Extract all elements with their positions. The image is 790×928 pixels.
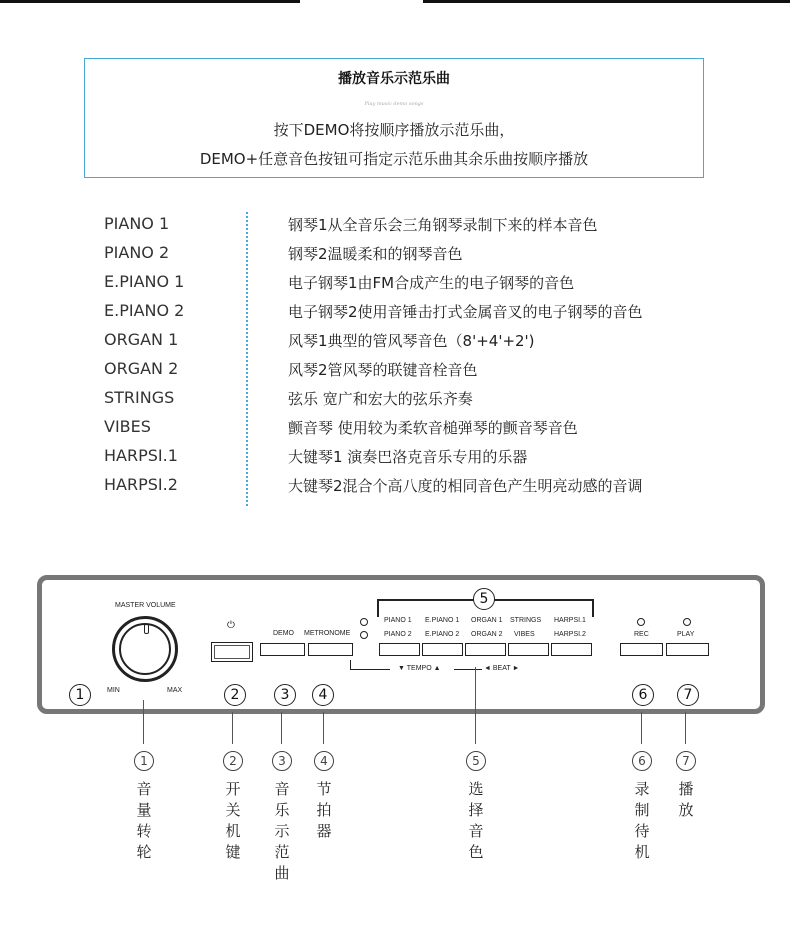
play-button[interactable]	[666, 643, 709, 656]
knob-marker	[144, 624, 149, 634]
rec-button[interactable]	[620, 643, 663, 656]
panel-num-6: 6	[632, 684, 654, 706]
voice-top-label: E.PIANO 1	[425, 617, 460, 624]
led-upper	[360, 618, 368, 626]
voice-row	[104, 417, 744, 441]
callout-line	[641, 712, 642, 744]
callout-num-3: 3	[272, 751, 292, 771]
voice-desc: 大键琴2混合个高八度的相同音色产生明亮动感的音调	[288, 477, 643, 495]
voice-bottom-label: HARPSI.2	[554, 631, 586, 638]
tempo-beat-divider	[454, 669, 482, 670]
demo-line-1: 按下DEMO将按顺序播放示范乐曲，	[273, 121, 515, 139]
master-volume-label: MASTER VOLUME	[115, 602, 176, 609]
panel-num-3: 3	[274, 684, 296, 706]
callout-line	[685, 712, 686, 744]
voice-desc: 大键琴1 演奏巴洛克音乐专用的乐器	[288, 448, 528, 466]
voice-name: STRINGS	[104, 388, 175, 407]
voice-button-2[interactable]	[422, 643, 463, 656]
voice-top-label: ORGAN 1	[471, 617, 503, 624]
callout-line	[323, 712, 324, 744]
callout-line	[232, 712, 233, 744]
power-button[interactable]	[211, 642, 253, 662]
power-icon: ⏻	[227, 620, 235, 631]
panel-num-4: 4	[312, 684, 334, 706]
callout-num-7: 7	[676, 751, 696, 771]
callout-line	[281, 712, 282, 744]
voice-row	[104, 214, 744, 238]
voice-top-label: STRINGS	[510, 617, 542, 624]
demo-info-box	[84, 58, 704, 178]
voice-bottom-label: E.PIANO 2	[425, 631, 460, 638]
callout-num-5: 5	[466, 751, 486, 771]
panel-num-5: 5	[473, 588, 495, 610]
callout-line	[475, 667, 476, 744]
demo-title: 播放音乐示范乐曲	[338, 71, 450, 87]
callout-text-4: 节拍器	[316, 780, 332, 840]
top-border-left	[0, 0, 300, 3]
voice-row	[104, 359, 744, 383]
voice-row	[104, 388, 744, 412]
control-panel	[37, 575, 765, 714]
callout-text-7: 播放	[678, 780, 694, 819]
voice-desc: 风琴2管风琴的联键音栓音色	[288, 361, 478, 379]
tempo-connector	[350, 660, 351, 669]
panel-num-7: 7	[677, 684, 699, 706]
voice-desc: 电子钢琴1由FM合成产生的电子钢琴的音色	[288, 274, 575, 292]
rec-led	[637, 618, 645, 626]
voice-name: ORGAN 1	[104, 330, 179, 349]
voice-desc: 电子钢琴2使用音锤击打式金属音叉的电子钢琴的音色	[288, 303, 643, 321]
tempo-label: ▼ TEMPO ▲	[398, 665, 441, 672]
play-led	[683, 618, 691, 626]
voice-name: VIBES	[104, 417, 151, 436]
voice-row	[104, 475, 744, 499]
voice-row	[104, 272, 744, 296]
voice-name: E.PIANO 1	[104, 272, 185, 291]
demo-button[interactable]	[260, 643, 305, 656]
min-label: MIN	[107, 687, 120, 694]
voice-top-label: HARPSI.1	[554, 617, 586, 624]
callout-text-6: 录制待机	[634, 780, 650, 861]
voice-name: E.PIANO 2	[104, 301, 185, 320]
metronome-button[interactable]	[308, 643, 353, 656]
voice-button-5[interactable]	[551, 643, 592, 656]
voice-bottom-label: ORGAN 2	[471, 631, 503, 638]
voice-button-4[interactable]	[508, 643, 549, 656]
voice-desc: 颤音琴 使用较为柔软音槌弹琴的颤音琴音色	[288, 419, 578, 437]
panel-num-1: 1	[69, 684, 91, 706]
voice-desc: 钢琴1从全音乐会三角钢琴录制下来的样本音色	[288, 216, 598, 234]
callout-text-5: 选择音色	[468, 780, 484, 861]
max-label: MAX	[167, 687, 183, 694]
callout-text-1: 音量转轮	[136, 780, 152, 861]
demo-line-2: DEMO+任意音色按钮可指定示范乐曲其余乐曲按顺序播放	[199, 150, 589, 168]
tempo-connector	[350, 669, 390, 670]
demo-subtitle: Play music demo songs	[364, 101, 424, 107]
voice-name: PIANO 2	[104, 243, 170, 262]
callout-num-6: 6	[632, 751, 652, 771]
panel-num-2: 2	[224, 684, 246, 706]
voice-bottom-label: VIBES	[514, 631, 535, 638]
callout-text-3: 音乐示范曲	[274, 780, 290, 882]
voice-bottom-label: PIANO 2	[384, 631, 412, 638]
voice-desc: 风琴1典型的管风琴音色（8'+4'+2')	[288, 332, 535, 350]
voice-row	[104, 243, 744, 267]
rec-label: REC	[634, 631, 649, 638]
voice-row	[104, 301, 744, 325]
voice-desc: 钢琴2温暖柔和的钢琴音色	[288, 245, 463, 263]
voice-top-label: PIANO 1	[384, 617, 412, 624]
metronome-label: METRONOME	[304, 630, 351, 637]
led-lower	[360, 631, 368, 639]
callout-num-1: 1	[134, 751, 154, 771]
voice-name: PIANO 1	[104, 214, 170, 233]
voice-desc: 弦乐 宽广和宏大的弦乐齐奏	[288, 390, 473, 408]
beat-label: ◄ BEAT ►	[484, 665, 520, 672]
dotted-divider	[246, 212, 248, 506]
callout-num-4: 4	[314, 751, 334, 771]
top-border-right	[423, 0, 790, 3]
play-label: PLAY	[677, 631, 695, 638]
voice-button-3[interactable]	[465, 643, 506, 656]
callout-text-2: 开关机键	[225, 780, 241, 861]
voice-name: ORGAN 2	[104, 359, 179, 378]
voice-button-1[interactable]	[379, 643, 420, 656]
callout-line	[143, 700, 144, 744]
voice-row	[104, 446, 744, 470]
voice-name: HARPSI.1	[104, 446, 178, 465]
demo-label: DEMO	[273, 630, 294, 637]
voice-row	[104, 330, 744, 354]
voice-name: HARPSI.2	[104, 475, 178, 494]
callout-num-2: 2	[223, 751, 243, 771]
